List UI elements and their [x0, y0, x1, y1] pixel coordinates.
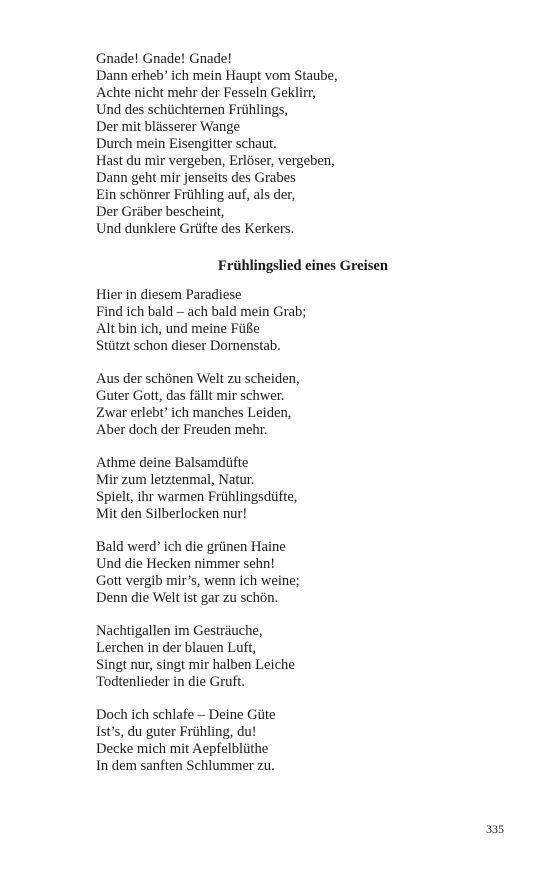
stanza-2 — [96, 371, 496, 439]
verse-line: Todtenlieder in die Gruft. — [96, 674, 245, 690]
verse-line: Und des schüchternen Frühlings, — [96, 102, 289, 118]
page-number: 335 — [486, 822, 504, 836]
verse-line: Decke mich mit Aepfelblüthe — [96, 741, 269, 757]
verse-line: Aber doch der Freuden mehr. — [96, 422, 268, 438]
stanza-4 — [96, 539, 496, 607]
verse-line: Und die Hecken nimmer sehn! — [96, 556, 276, 572]
verse-line: Athme deine Balsamdüfte — [96, 455, 249, 471]
verse-line: Alt bin ich, und meine Füße — [96, 321, 260, 337]
poem-body — [96, 287, 496, 775]
verse-line: Achte nicht mehr der Fesseln Geklirr, — [96, 85, 316, 101]
verse-line: Dann erheb’ ich mein Haupt vom Staube, — [96, 68, 338, 84]
verse-line: Mir zum letztenmal, Natur. — [96, 472, 255, 488]
verse-line: Und dunklere Grüfte des Kerkers. — [96, 221, 295, 237]
verse-line: Guter Gott, das fällt mir schwer. — [96, 388, 285, 404]
verse-line: Ist’s, du guter Frühling, du! — [96, 724, 257, 740]
verse-line: Gnade! Gnade! Gnade! — [96, 51, 233, 67]
verse-line: Nachtigallen im Gesträuche, — [96, 623, 263, 639]
verse-line: Zwar erlebt’ ich manches Leiden, — [96, 405, 292, 421]
verse-line: Durch mein Eisengitter schaut. — [96, 136, 277, 152]
stanza-5 — [96, 623, 496, 691]
verse-line: Ein schönrer Frühling auf, als der, — [96, 187, 296, 203]
verse-line: Denn die Welt ist gar zu schön. — [96, 590, 279, 606]
stanza-3 — [96, 455, 496, 523]
verse-line: Hier in diesem Paradiese — [96, 287, 242, 303]
poem-title: Frühlingslied eines Greisen — [217, 258, 388, 274]
stanza-6 — [96, 707, 496, 775]
verse-line: Dann geht mir jenseits des Grabes — [96, 170, 296, 186]
page-body — [96, 51, 496, 775]
verse-line: Singt nur, singt mir halben Leiche — [96, 657, 295, 673]
previous-poem-ending — [96, 51, 496, 238]
stanza-1 — [96, 287, 496, 355]
verse-line: Stützt schon dieser Dornenstab. — [96, 338, 281, 354]
verse-line: Spielt, ihr warmen Frühlingsdüfte, — [96, 489, 298, 505]
verse-line: Der Gräber bescheint, — [96, 204, 225, 220]
verse-line: Doch ich schlafe – Deine Güte — [96, 707, 276, 723]
verse-line: Gott vergib mir’s, wenn ich weine; — [96, 573, 300, 589]
verse-line: Find ich bald – ach bald mein Grab; — [96, 304, 307, 320]
verse-line: In dem sanften Schlummer zu. — [96, 758, 275, 774]
verse-line: Lerchen in der blauen Luft, — [96, 640, 257, 656]
verse-line: Mit den Silberlocken nur! — [96, 506, 248, 522]
verse-line: Aus der schönen Welt zu scheiden, — [96, 371, 300, 387]
verse-line: Hast du mir vergeben, Erlöser, vergeben, — [96, 153, 335, 169]
verse-line: Der mit blässerer Wange — [96, 119, 241, 135]
verse-line: Bald werd’ ich die grünen Haine — [96, 539, 286, 555]
